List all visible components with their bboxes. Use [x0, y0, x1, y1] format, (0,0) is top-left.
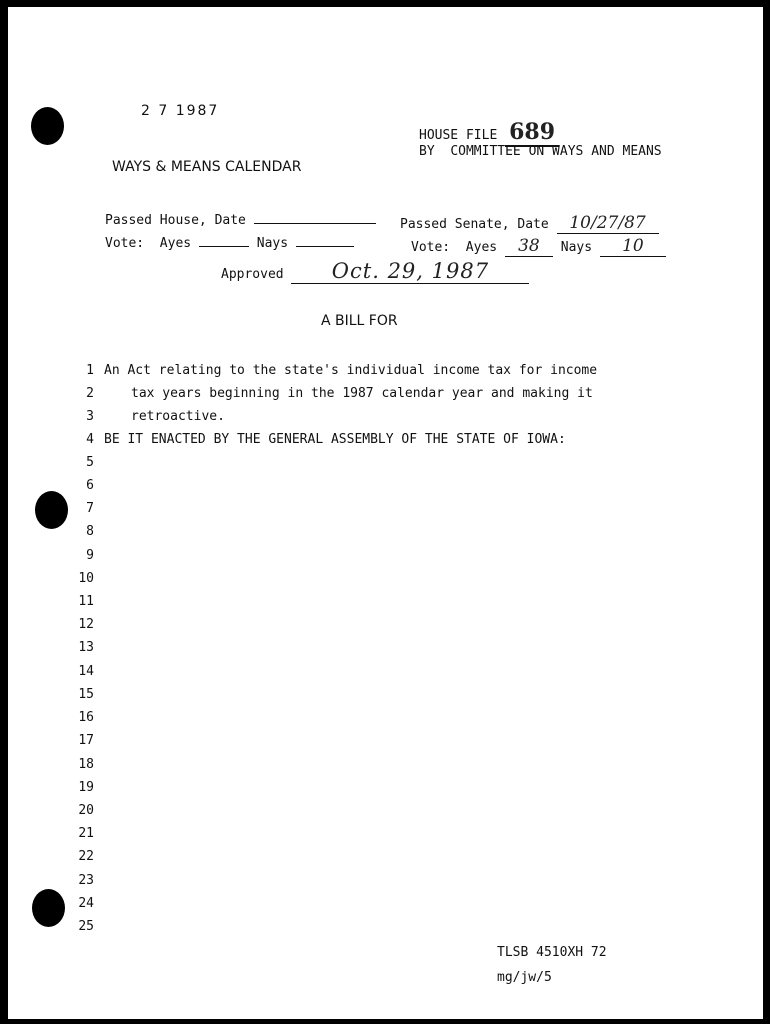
passed-house-row	[105, 213, 376, 228]
bill-text-line: tax years beginning in the 1987 calendar year and making it	[131, 386, 593, 401]
line-number: 11	[78, 594, 94, 609]
bill-text-line: An Act relating to the state's individual income tax for income	[104, 363, 598, 378]
sponsor-line	[419, 144, 662, 159]
passed-house-date	[254, 223, 376, 224]
house-file-number: 689	[505, 119, 559, 147]
line-number: 24	[78, 896, 94, 911]
house-vote-label: Vote:	[105, 236, 145, 251]
line-number: 3	[86, 409, 94, 424]
house-ayes-label: Ayes	[159, 236, 192, 251]
line-number: 15	[78, 687, 94, 702]
line-number: 5	[86, 455, 94, 470]
senate-ayes-label: Ayes	[465, 240, 498, 255]
typist-initials: mg/jw/5	[497, 970, 552, 985]
line-number: 14	[78, 664, 94, 679]
senate-vote-label: Vote:	[411, 240, 451, 255]
house-vote-row	[105, 236, 354, 251]
document-code: TLSB 4510XH 72	[497, 945, 607, 960]
line-number: 25	[78, 919, 94, 934]
punch-hole-bottom	[32, 889, 65, 927]
calendar-label: WAYS & MEANS CALENDAR	[112, 159, 302, 175]
approved-label: Approved	[221, 267, 284, 282]
punch-hole-middle	[35, 491, 68, 529]
house-ayes-value	[199, 246, 249, 247]
passed-senate-row	[400, 213, 659, 234]
by-label: BY	[419, 144, 435, 159]
committee-name: COMMITTEE ON WAYS AND MEANS	[450, 144, 662, 159]
line-number: 16	[78, 710, 94, 725]
line-number: 1	[86, 363, 94, 378]
punch-hole-top	[31, 107, 64, 145]
house-file-label: HOUSE FILE	[419, 128, 498, 143]
senate-nays-value: 10	[600, 236, 666, 257]
received-date-stamp: 2 7 1987	[141, 103, 220, 119]
senate-vote-row	[411, 236, 666, 257]
passed-house-label: Passed House, Date	[105, 213, 246, 228]
line-number: 18	[78, 757, 94, 772]
bill-text-line: retroactive.	[131, 409, 225, 424]
house-file-line	[419, 119, 559, 145]
passed-senate-label: Passed Senate, Date	[400, 217, 549, 232]
senate-ayes-value: 38	[505, 236, 553, 257]
line-number: 8	[86, 524, 94, 539]
line-number: 12	[78, 617, 94, 632]
house-nays-value	[296, 246, 354, 247]
line-number: 23	[78, 873, 94, 888]
line-number: 21	[78, 826, 94, 841]
bill-page	[8, 7, 763, 1019]
scan-edge-mark-right	[332, 0, 368, 1]
line-number: 17	[78, 733, 94, 748]
line-number: 20	[78, 803, 94, 818]
bill-title: A BILL FOR	[321, 313, 398, 329]
enacting-clause: BE IT ENACTED BY THE GENERAL ASSEMBLY OF THE STATE OF IOWA:	[104, 432, 566, 447]
passed-senate-date: 10/27/87	[557, 213, 659, 234]
approved-row	[221, 259, 529, 284]
line-number: 9	[86, 548, 94, 563]
house-nays-label: Nays	[256, 236, 289, 251]
line-number: 22	[78, 849, 94, 864]
line-number: 4	[86, 432, 94, 447]
line-number: 19	[78, 780, 94, 795]
senate-nays-label: Nays	[560, 240, 593, 255]
line-number: 2	[86, 386, 94, 401]
scan-edge-mark-left	[200, 0, 270, 1]
approved-date: Oct. 29, 1987	[291, 259, 529, 284]
line-number: 7	[86, 501, 94, 516]
line-number: 13	[78, 640, 94, 655]
line-number: 10	[78, 571, 94, 586]
line-number: 6	[86, 478, 94, 493]
